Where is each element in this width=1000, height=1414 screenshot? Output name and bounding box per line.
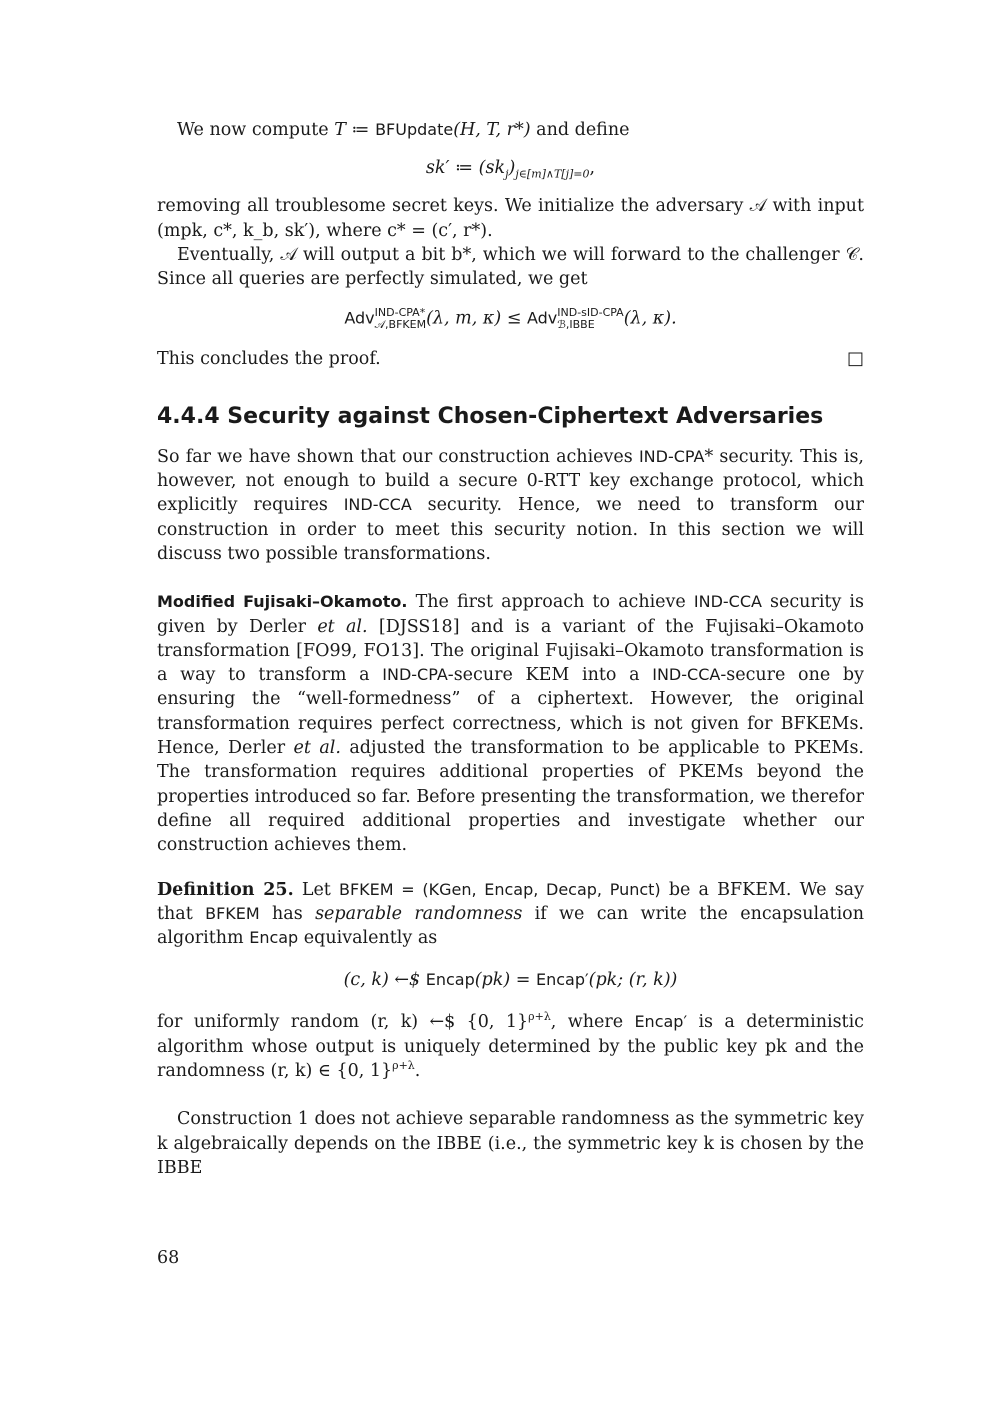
text: . <box>414 1061 421 1082</box>
term: IND-CCA <box>343 495 412 515</box>
eq-comma: , <box>589 158 596 179</box>
text: We now compute <box>177 120 335 140</box>
text: equivalently as <box>298 928 438 949</box>
text: So far we have shown that our construction achieves <box>157 446 639 467</box>
text: -secure one by ensuring the “well-formedness” of a ciphertext. However, the original transformation requires perfect correctness, which is not given for BFKEMs. Hence, Derler <box>157 665 864 759</box>
text: , where <box>550 1012 635 1033</box>
text: The first approach to achieve <box>407 592 694 613</box>
paragraph-title: Modified Fujisaki–Okamoto. <box>157 592 408 612</box>
paragraph-fujisaki <box>157 590 864 857</box>
section-heading: 4.4.4 Security against Chosen-Ciphertext Adversaries <box>157 403 824 429</box>
sup: IND-CPA* <box>374 306 426 320</box>
sup: IND-sID-CPA <box>557 306 624 320</box>
sub: ℬ,IBBE <box>557 318 595 332</box>
paragraph-definition <box>157 878 864 951</box>
eq-part: (pk; (r, k)) <box>588 970 678 991</box>
text: This concludes the proof. <box>157 349 381 370</box>
term: IND-CCA <box>693 592 762 612</box>
spacer <box>157 858 864 878</box>
sup: ρ+λ <box>528 1010 551 1024</box>
adv-label: Adv <box>526 308 558 328</box>
qed-symbol: □ <box>846 348 864 370</box>
text: et al. <box>293 738 341 759</box>
equation-sk-prime <box>157 158 864 181</box>
term: Encap′ <box>535 970 589 990</box>
paragraph-removing: removing all troublesome secret keys. We initialize the adversary 𝒜 with input (mpk, c*, k_b, sk′), where c* = (c′, r*). <box>157 196 864 241</box>
eq-part: sk′ ≔ (sk <box>425 158 506 179</box>
text: separable randomness <box>315 903 523 924</box>
eq-sub: j <box>505 167 509 181</box>
eq-part: (λ, κ). <box>623 308 677 329</box>
math: (H, T, r*) <box>453 120 531 140</box>
spacer <box>157 1083 864 1107</box>
text: et al. <box>317 616 368 637</box>
paragraph-conclusion <box>157 347 864 371</box>
term: Encap <box>249 928 299 948</box>
text: and define <box>530 120 630 140</box>
math: T ≔ <box>334 120 376 140</box>
term: BFKEM <box>205 903 260 923</box>
term: IND-CCA <box>652 665 721 685</box>
paragraph-construction: Construction 1 does not achieve separable randomness as the symmetric key k algebraically depends on the IBBE (i.e., the symmetric key k is chosen by the IBBE <box>157 1109 864 1178</box>
function-name: BFUpdate <box>375 120 454 139</box>
eq-part: (c, k) ←$ <box>343 970 426 991</box>
eq-part: (pk) = <box>474 970 536 991</box>
term: IND-CPA <box>382 665 448 685</box>
equation-encap <box>157 970 864 990</box>
text: security. Hence, we need to transform our construction in order to meet this security notion. In this section we will discuss two possible transformations. <box>157 495 864 564</box>
text: be a BFKEM. We say that <box>157 879 865 924</box>
eq-part: ) <box>508 158 516 179</box>
text: * security. This is, however, not enough to build a secure 0-RTT key exchange protocol, which explicitly requires <box>157 446 864 516</box>
text: is a deterministic algorithm whose output is uniquely determined by the public key pk and the randomness (r, k) ∈ {0, 1} <box>157 1012 864 1082</box>
paragraph-compute <box>157 118 864 142</box>
text: [DJSS18] and is a variant of the Fujisaki–Okamoto transformation [FO99, FO13]. The original Fujisaki–Okamoto transformation is a way to transform a <box>157 616 864 686</box>
paragraph-so-far <box>157 445 864 566</box>
text: if we can write the encapsulation algorithm <box>157 903 864 949</box>
term: Encap′ <box>634 1012 688 1032</box>
definition-title: Definition 25. <box>157 879 294 900</box>
subsup <box>557 307 623 331</box>
term: IND-CPA <box>638 446 705 466</box>
term: BFKEM = (KGen, Encap, Decap, Punct) <box>339 879 661 899</box>
text: for uniformly random (r, k) ←$ {0, 1} <box>157 1012 529 1033</box>
text: -secure KEM into a <box>447 665 653 686</box>
paragraph-uniform <box>157 1010 864 1083</box>
page-number: 68 <box>157 1248 180 1268</box>
text: Let <box>293 879 339 900</box>
text: security is given by Derler <box>157 592 864 637</box>
text: has <box>259 903 316 924</box>
page-body <box>157 118 864 1180</box>
eq-part: (λ, m, κ) ≤ <box>426 308 527 329</box>
spacer <box>157 566 864 590</box>
equation-advantage <box>157 307 864 331</box>
paragraph-eventually: Eventually, 𝒜 will output a bit b*, which we will forward to the challenger 𝒞. Since all queries are perfectly simulated, we get <box>157 244 864 290</box>
subsup <box>375 307 426 331</box>
sup: ρ+λ <box>392 1059 415 1073</box>
adv-label: Adv <box>344 308 375 328</box>
term: Encap <box>425 970 475 990</box>
sub: 𝒜,BFKEM <box>374 318 427 332</box>
text: adjusted the transformation to be applicable to PKEMs. The transformation requires additional properties of PKEMs beyond the properties introduced so far. Before presenting the transformation, we therefor define all required additional properties and investigate whether our construction achieves them. <box>157 738 864 856</box>
eq-sub: j∈[m]∧T[j]=0 <box>515 167 590 181</box>
